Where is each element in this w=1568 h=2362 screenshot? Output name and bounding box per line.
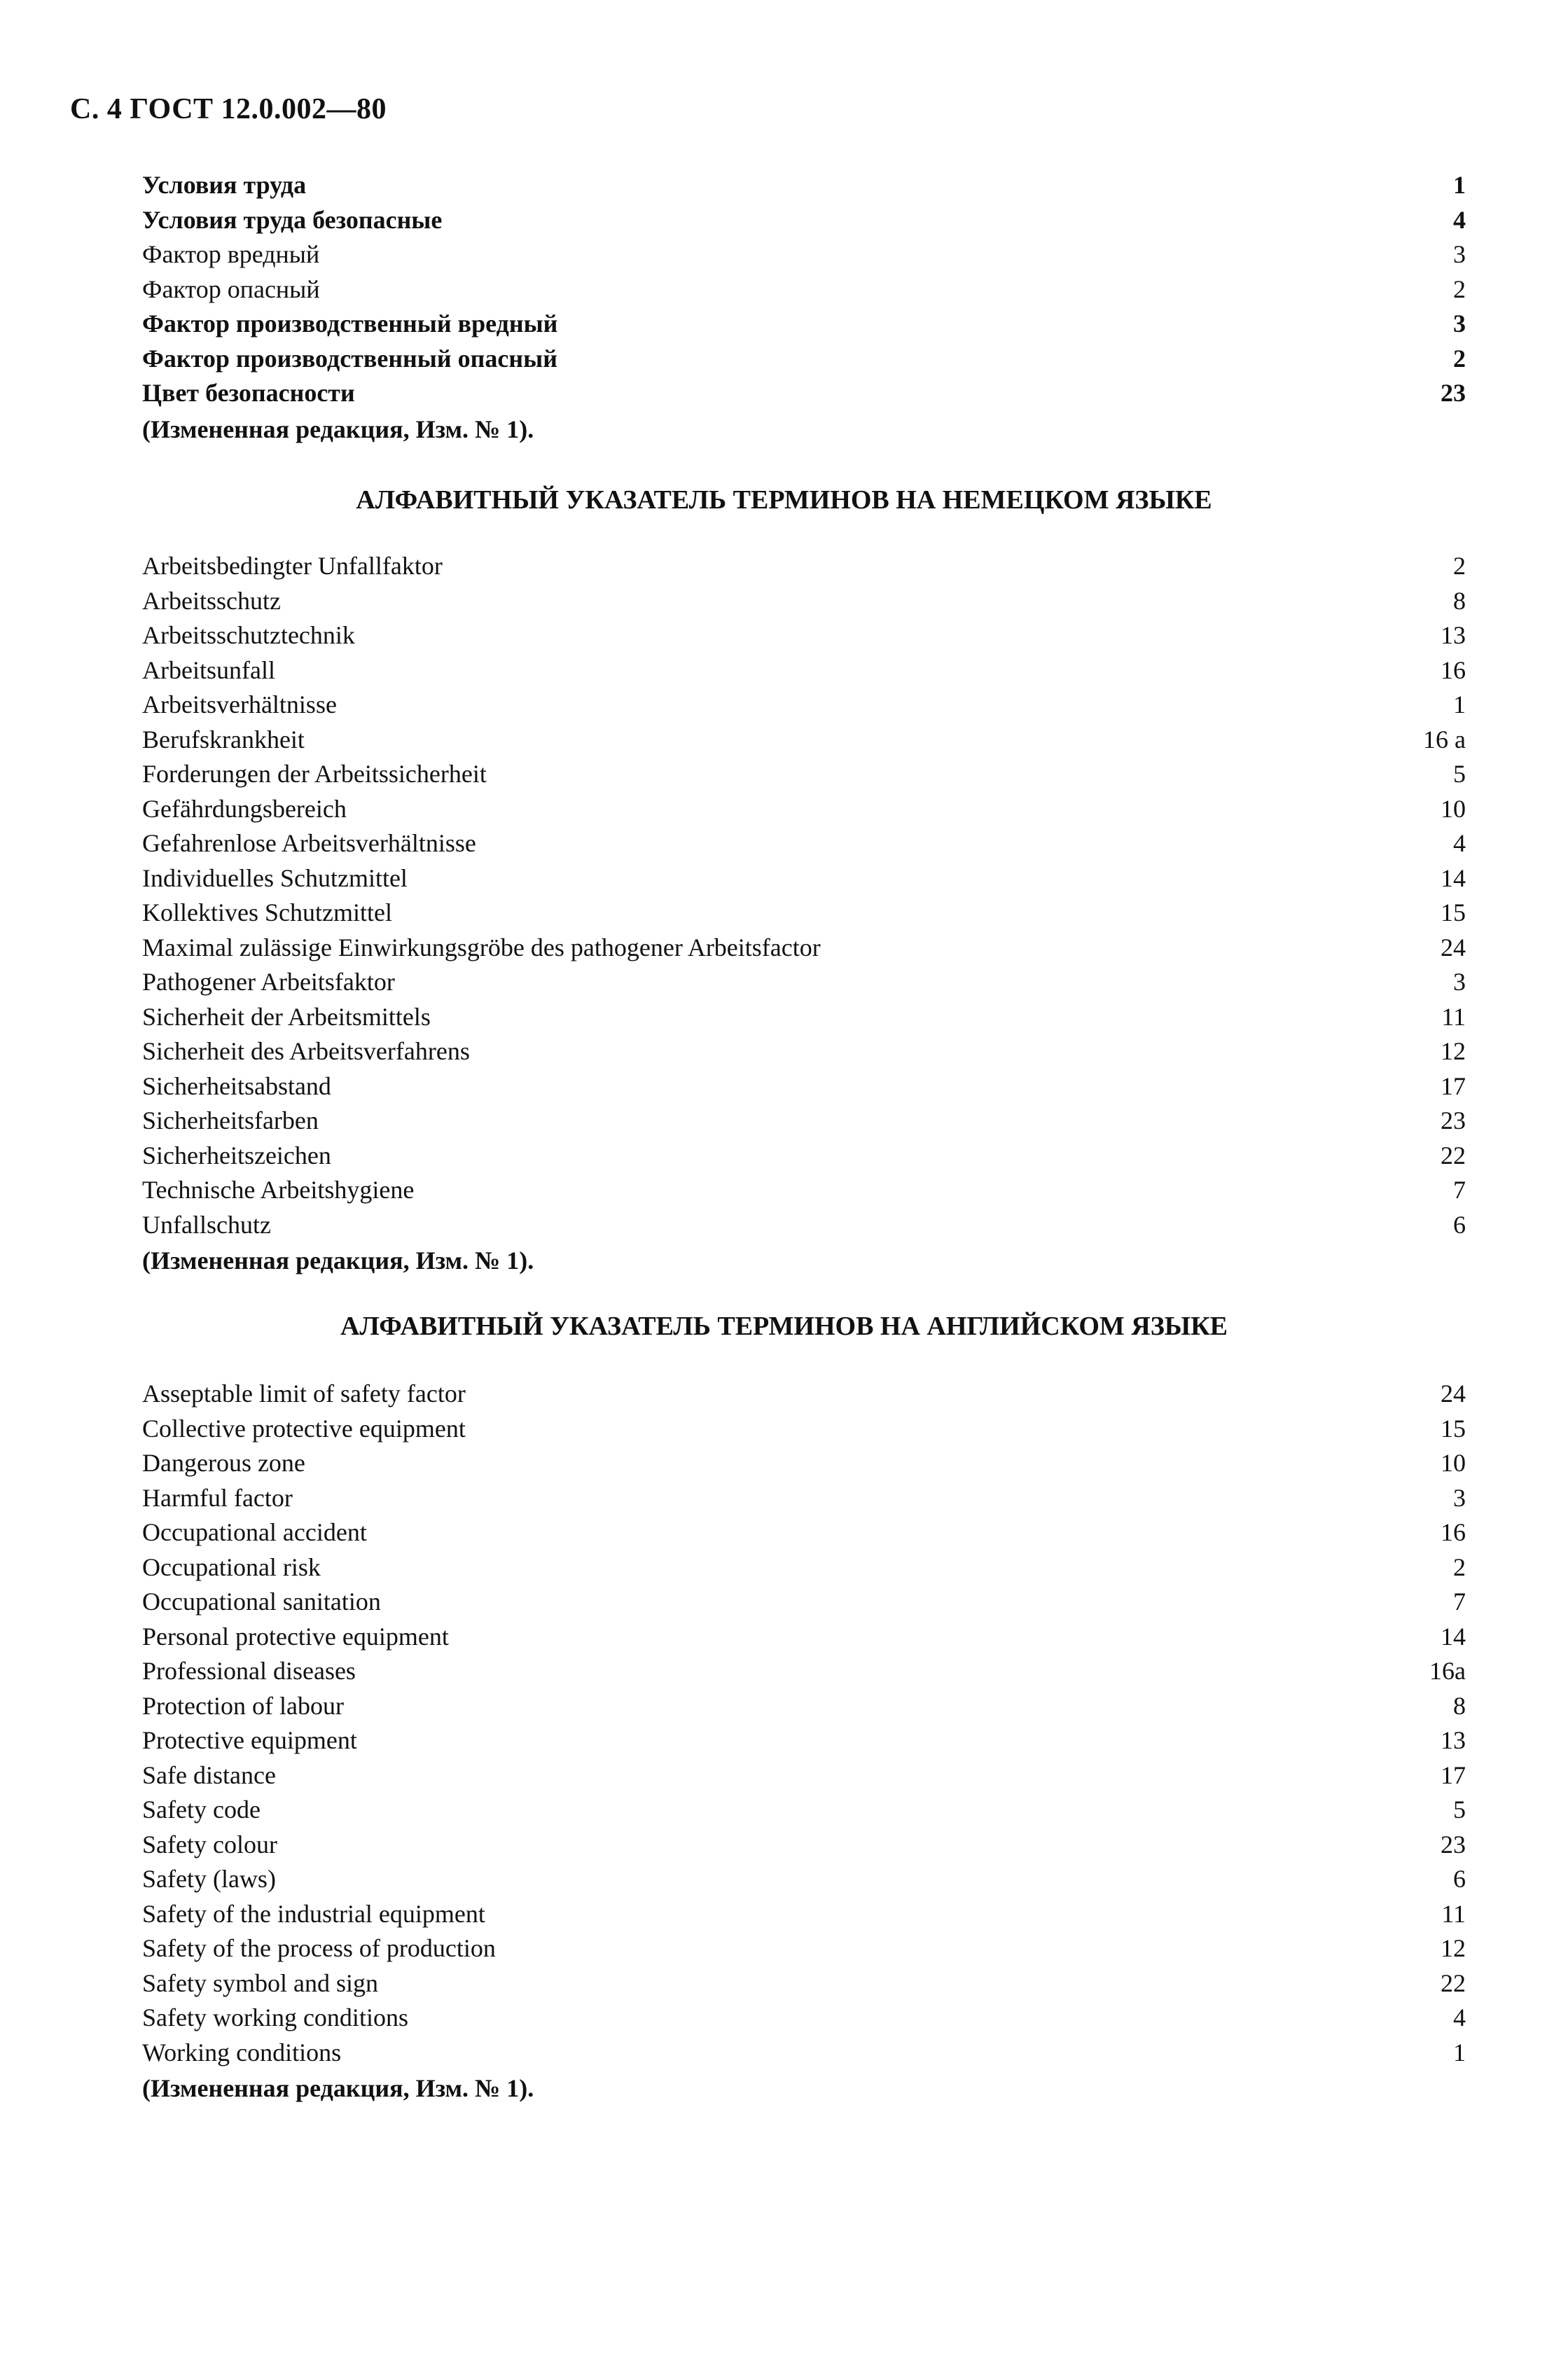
index-term: Protection of labour [142, 1691, 344, 1720]
index-term: Safety of the process of production [142, 1934, 496, 1962]
index-term: Protective equipment [142, 1726, 357, 1754]
index-entry [142, 1585, 1466, 1618]
index-entry [142, 1377, 1466, 1410]
index-entry [142, 1481, 1466, 1515]
index-term-number: 3 [1453, 240, 1466, 268]
index-term-number: 8 [1453, 586, 1466, 615]
index-entry [142, 203, 1466, 237]
index-term: Safe distance [142, 1760, 276, 1789]
index-term: Фактор производственный вредный [142, 310, 558, 338]
index-entry [142, 757, 1466, 791]
index-term-number: 11 [1441, 1899, 1466, 1928]
index-term-number: 23 [1441, 1106, 1466, 1134]
index-term: Personal protective equipment [142, 1622, 449, 1651]
index-term-number: 3 [1453, 1483, 1466, 1512]
index-term-number: 6 [1453, 1865, 1466, 1893]
index-term: Occupational accident [142, 1518, 367, 1546]
index-entry [142, 237, 1466, 271]
index-term: Sicherheitszeichen [142, 1141, 331, 1169]
index-term: Safety of the industrial equipment [142, 1899, 485, 1928]
index-term-number: 4 [1453, 205, 1466, 234]
index-term: Dangerous zone [142, 1449, 305, 1477]
index-term: Working conditions [142, 2038, 342, 2066]
index-term-number: 4 [1453, 2003, 1466, 2031]
index-entry [142, 1654, 1466, 1688]
index-term: Sicherheit der Arbeitsmittels [142, 1002, 431, 1031]
index-term-number: 10 [1441, 794, 1466, 823]
index-term: Safety code [142, 1795, 261, 1823]
index-entry [142, 1173, 1466, 1207]
index-term-number: 23 [1441, 379, 1466, 407]
index-term: Arbeitsverhältnisse [142, 690, 337, 718]
index-entry [142, 2001, 1466, 2034]
index-entry [142, 272, 1466, 306]
index-term-number: 17 [1441, 1071, 1466, 1100]
index-term-number: 17 [1441, 1760, 1466, 1789]
index-term: Kollektives Schutzmittel [142, 898, 392, 926]
index-term-number: 2 [1453, 344, 1466, 373]
index-term-number: 15 [1441, 898, 1466, 926]
index-entry [142, 1208, 1466, 1242]
index-entry [142, 861, 1466, 895]
index-term-number: 14 [1441, 863, 1466, 892]
index-term-number: 15 [1441, 1414, 1466, 1443]
index-term: Collective protective equipment [142, 1414, 466, 1443]
index-entry [142, 2036, 1466, 2069]
index-term-number: 3 [1453, 310, 1466, 338]
index-term: Technische Arbeitshygiene [142, 1176, 415, 1204]
index-entry [142, 1620, 1466, 1653]
index-entry [142, 618, 1466, 652]
index-entry [142, 1446, 1466, 1480]
index-term: Maximal zulässige Einwirkungsgröbe des pathogener Arbeitsfactor [142, 933, 821, 961]
index-term: Safety symbol and sign [142, 1968, 378, 1997]
index-term: Safety (laws) [142, 1865, 276, 1893]
index-term: Occupational sanitation [142, 1588, 381, 1616]
index-entry [142, 1550, 1466, 1584]
index-term: Pathogener Arbeitsfaktor [142, 968, 395, 996]
index-term: Gefahrenlose Arbeitsverhältnisse [142, 829, 476, 857]
index-term-number: 2 [1453, 1552, 1466, 1581]
index-term-number: 7 [1453, 1588, 1466, 1616]
index-entry [142, 376, 1466, 410]
index-term-number: 7 [1453, 1176, 1466, 1204]
index-term-number: 24 [1441, 1380, 1466, 1408]
amendment-note: (Измененная редакция, Изм. № 1). [142, 415, 534, 443]
index-term: Цвет безопасности [142, 379, 355, 407]
index-term-number: 11 [1441, 1002, 1466, 1031]
index-entry [142, 1139, 1466, 1172]
index-entry [142, 723, 1466, 756]
index-entry [142, 1758, 1466, 1792]
index-entry [142, 1000, 1466, 1034]
index-term: Условия труда безопасные [142, 205, 443, 234]
index-term-number: 22 [1441, 1968, 1466, 1997]
index-entry [142, 1515, 1466, 1549]
index-entry [142, 1966, 1466, 2000]
index-term-number: 2 [1453, 552, 1466, 580]
index-term: Sicherheitsfarben [142, 1106, 319, 1134]
index-term-number: 5 [1453, 760, 1466, 788]
index-term: Harmful factor [142, 1483, 293, 1512]
index-term: Professional diseases [142, 1657, 356, 1685]
index-term: Safety colour [142, 1830, 277, 1859]
index-entry [142, 168, 1466, 202]
amendment-note: (Измененная редакция, Изм. № 1). [142, 2074, 534, 2102]
index-term-number: 1 [1453, 690, 1466, 718]
index-entry [142, 1897, 1466, 1931]
index-entry [142, 653, 1466, 687]
index-entry [142, 1931, 1466, 1965]
index-entry [142, 965, 1466, 999]
page-header: С. 4 ГОСТ 12.0.002—80 [70, 93, 387, 125]
index-term: Safety working conditions [142, 2003, 408, 2031]
index-term-number: 13 [1441, 1726, 1466, 1754]
index-entry [142, 342, 1466, 375]
index-entry [142, 1862, 1466, 1896]
index-term: Фактор вредный [142, 240, 320, 268]
index-entry [142, 931, 1466, 964]
index-term: Arbeitsschutztechnik [142, 621, 355, 649]
index-entry [142, 584, 1466, 618]
index-term-number: 14 [1441, 1622, 1466, 1651]
index-entry [142, 307, 1466, 340]
index-term-number: 8 [1453, 1691, 1466, 1720]
index-term-number: 5 [1453, 1795, 1466, 1823]
index-term-number: 4 [1453, 829, 1466, 857]
index-term-number: 6 [1453, 1210, 1466, 1239]
index-entry [142, 1069, 1466, 1103]
index-term: Arbeitsunfall [142, 655, 275, 684]
index-term-number: 16 [1441, 1518, 1466, 1546]
index-term: Unfallschutz [142, 1210, 271, 1239]
index-entry [142, 1412, 1466, 1445]
index-entry [142, 1793, 1466, 1826]
index-term: Asseptable limit of safety factor [142, 1380, 466, 1408]
index-term: Gefährdungsbereich [142, 794, 347, 823]
index-entry [142, 826, 1466, 860]
index-term-number: 13 [1441, 621, 1466, 649]
index-term: Berufskrankheit [142, 725, 305, 753]
index-term-number: 10 [1441, 1449, 1466, 1477]
index-entry [142, 1104, 1466, 1137]
index-entry [142, 792, 1466, 826]
index-term: Sicherheit des Arbeitsverfahrens [142, 1037, 470, 1065]
index-term: Occupational risk [142, 1552, 321, 1581]
amendment-note: (Измененная редакция, Изм. № 1). [142, 1246, 534, 1274]
index-term-number: 1 [1453, 171, 1466, 199]
index-entry [142, 1689, 1466, 1723]
index-term-number: 22 [1441, 1141, 1466, 1169]
index-term-number: 12 [1441, 1037, 1466, 1065]
index-term: Фактор опасный [142, 275, 320, 303]
index-term-number: 1 [1453, 2038, 1466, 2066]
index-term: Forderungen der Arbeitssicherheit [142, 760, 487, 788]
index-entry [142, 1723, 1466, 1757]
index-entry [142, 549, 1466, 583]
index-term-number: 24 [1441, 933, 1466, 961]
index-term: Arbeitsbedingter Unfallfaktor [142, 552, 443, 580]
index-term: Условия труда [142, 171, 307, 199]
index-entry [142, 1034, 1466, 1068]
index-entry [142, 896, 1466, 929]
index-term-number: 23 [1441, 1830, 1466, 1859]
index-term: Sicherheitsabstand [142, 1071, 331, 1100]
index-term: Фактор производственный опасный [142, 344, 557, 373]
german-index-title: АЛФАВИТНЫЙ УКАЗАТЕЛЬ ТЕРМИНОВ НА НЕМЕЦКОМ ЯЗЫКЕ [356, 485, 1212, 515]
index-term-number: 12 [1441, 1934, 1466, 1962]
index-term-number: 16a [1429, 1657, 1466, 1685]
index-entry [142, 1828, 1466, 1861]
index-term-number: 3 [1453, 968, 1466, 996]
index-term-number: 2 [1453, 275, 1466, 303]
index-term: Arbeitsschutz [142, 586, 281, 615]
index-term-number: 16 [1441, 655, 1466, 684]
english-index-title: АЛФАВИТНЫЙ УКАЗАТЕЛЬ ТЕРМИНОВ НА АНГЛИЙСКОМ ЯЗЫКЕ [340, 1312, 1228, 1341]
index-term: Individuelles Schutzmittel [142, 863, 408, 892]
index-entry [142, 688, 1466, 721]
index-term-number: 16 а [1423, 725, 1466, 753]
